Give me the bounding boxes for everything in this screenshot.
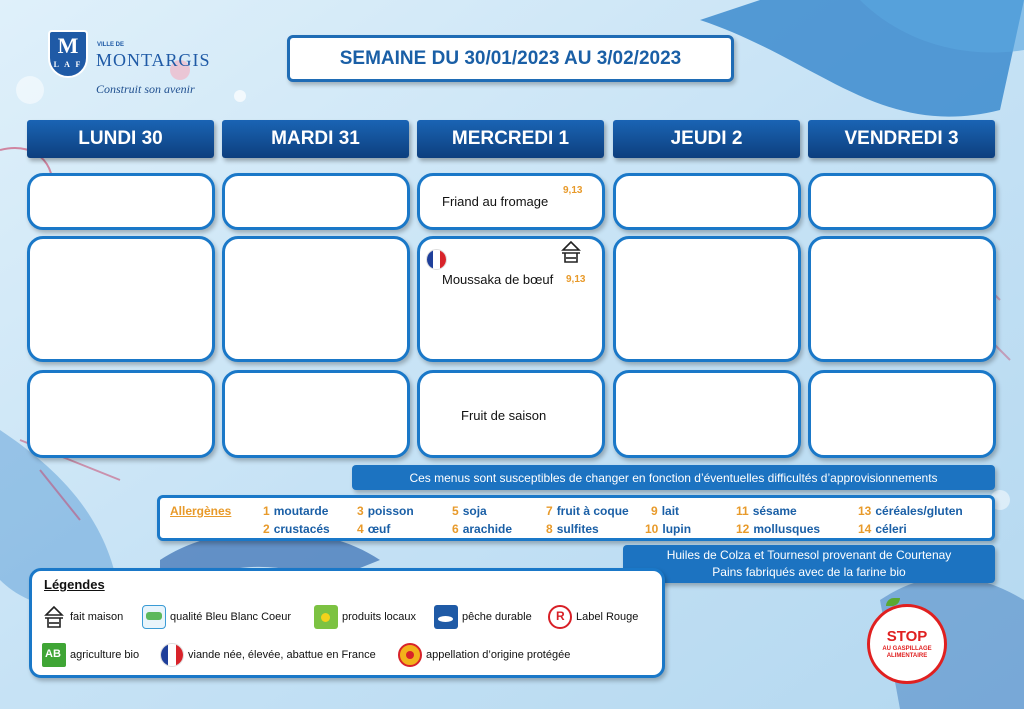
- logo-ville: VILLE DE: [97, 42, 125, 48]
- supply-notice: Ces menus sont susceptibles de changer en fonction d’éventuelles difficultés d’approvisionnements: [352, 465, 995, 490]
- allergen-item: 13 céréales/gluten: [858, 504, 963, 518]
- monday-starter-cell: [27, 173, 215, 230]
- allergen-item: 7 fruit à coque: [546, 504, 629, 518]
- thursday-dessert-cell: [613, 370, 801, 458]
- tuesday-dessert-cell: [222, 370, 410, 458]
- allergen-item: 3 poisson: [357, 504, 414, 518]
- day-header-thursday: JEUDI 2: [613, 120, 800, 158]
- legend-box: [29, 568, 665, 678]
- legend-item: appellation d’origine protégée: [398, 643, 570, 667]
- tuesday-main-cell: [222, 236, 410, 362]
- wednesday-dessert-name: Fruit de saison: [461, 408, 547, 423]
- allergen-item: 14 céleri: [858, 522, 907, 536]
- france-flag-icon: [426, 249, 447, 270]
- allergen-item: 12 mollusques: [736, 522, 821, 536]
- day-header-monday: LUNDI 30: [27, 120, 214, 158]
- friday-dessert-cell: [808, 370, 996, 458]
- legend-item: R Label Rouge: [548, 605, 638, 629]
- monday-dessert-cell: [27, 370, 215, 458]
- allergen-item: 6 arachide: [452, 522, 513, 536]
- stop-gaspillage-badge: STOP AU GASPILLAGE ALIMENTAIRE: [867, 604, 947, 684]
- wednesday-main-allergens: 9,13: [566, 274, 586, 285]
- aop-icon: [398, 643, 422, 667]
- allergen-item: 8 sulfites: [546, 522, 599, 536]
- france-flag-icon: [160, 643, 184, 667]
- info-bread: Pains fabriqués avec de la farine bio: [712, 565, 906, 579]
- wednesday-starter-allergens: 9,13: [563, 185, 583, 196]
- allergens-title: Allergènes: [170, 504, 232, 518]
- allergen-item: 11 sésame: [736, 504, 797, 518]
- thursday-main-cell: [613, 236, 801, 362]
- montargis-logo: [44, 28, 224, 100]
- info-box: [623, 545, 995, 583]
- wednesday-starter-name: Friand au fromage: [442, 194, 549, 209]
- fait-maison-icon: [560, 240, 582, 264]
- friday-main-cell: [808, 236, 996, 362]
- legend-item: produits locaux: [314, 605, 416, 629]
- logo-tagline: Construit son avenir: [96, 82, 195, 96]
- friday-starter-cell: [808, 173, 996, 230]
- legend-item: fait maison: [42, 605, 123, 629]
- wednesday-main-cell: [417, 236, 605, 362]
- montargis-shield-icon: M L A F: [48, 30, 88, 78]
- monday-main-cell: [27, 236, 215, 362]
- agriculture-bio-icon: AB: [42, 643, 66, 667]
- legend-title: Légendes: [44, 577, 105, 592]
- allergen-item: 1 moutarde: [263, 504, 329, 518]
- allergen-item: 2 crustacés: [263, 522, 330, 536]
- info-oils: Huiles de Colza et Tournesol provenant de Courtenay: [666, 548, 952, 562]
- peche-durable-icon: [434, 605, 458, 629]
- week-title: SEMAINE DU 30/01/2023 AU 3/02/2023: [287, 35, 734, 82]
- thursday-starter-cell: [613, 173, 801, 230]
- allergen-item: 4 œuf: [357, 522, 391, 536]
- day-header-friday: VENDREDI 3: [808, 120, 995, 158]
- allergen-item: 10 lupin: [645, 522, 692, 536]
- allergens-box: [157, 495, 995, 541]
- legend-item: AB agriculture bio: [42, 643, 139, 667]
- wednesday-dessert-cell: [417, 370, 605, 458]
- legend-item: qualité Bleu Blanc Coeur: [142, 605, 291, 629]
- legend-item: viande née, élevée, abattue en France: [160, 643, 376, 667]
- wednesday-main-name: Moussaka de bœuf: [442, 272, 554, 287]
- wednesday-starter-cell: [417, 173, 605, 230]
- logo-city: MONTARGIS: [96, 50, 211, 70]
- day-header-tuesday: MARDI 31: [222, 120, 409, 158]
- tuesday-starter-cell: [222, 173, 410, 230]
- fait-maison-icon: [42, 605, 66, 629]
- bleu-blanc-coeur-icon: [142, 605, 166, 629]
- allergen-item: 5 soja: [452, 504, 487, 518]
- allergen-item: 9 lait: [651, 504, 680, 518]
- day-header-wednesday: MERCREDI 1: [417, 120, 604, 158]
- produits-locaux-icon: [314, 605, 338, 629]
- legend-item: pêche durable: [434, 605, 532, 629]
- label-rouge-icon: R: [548, 605, 572, 629]
